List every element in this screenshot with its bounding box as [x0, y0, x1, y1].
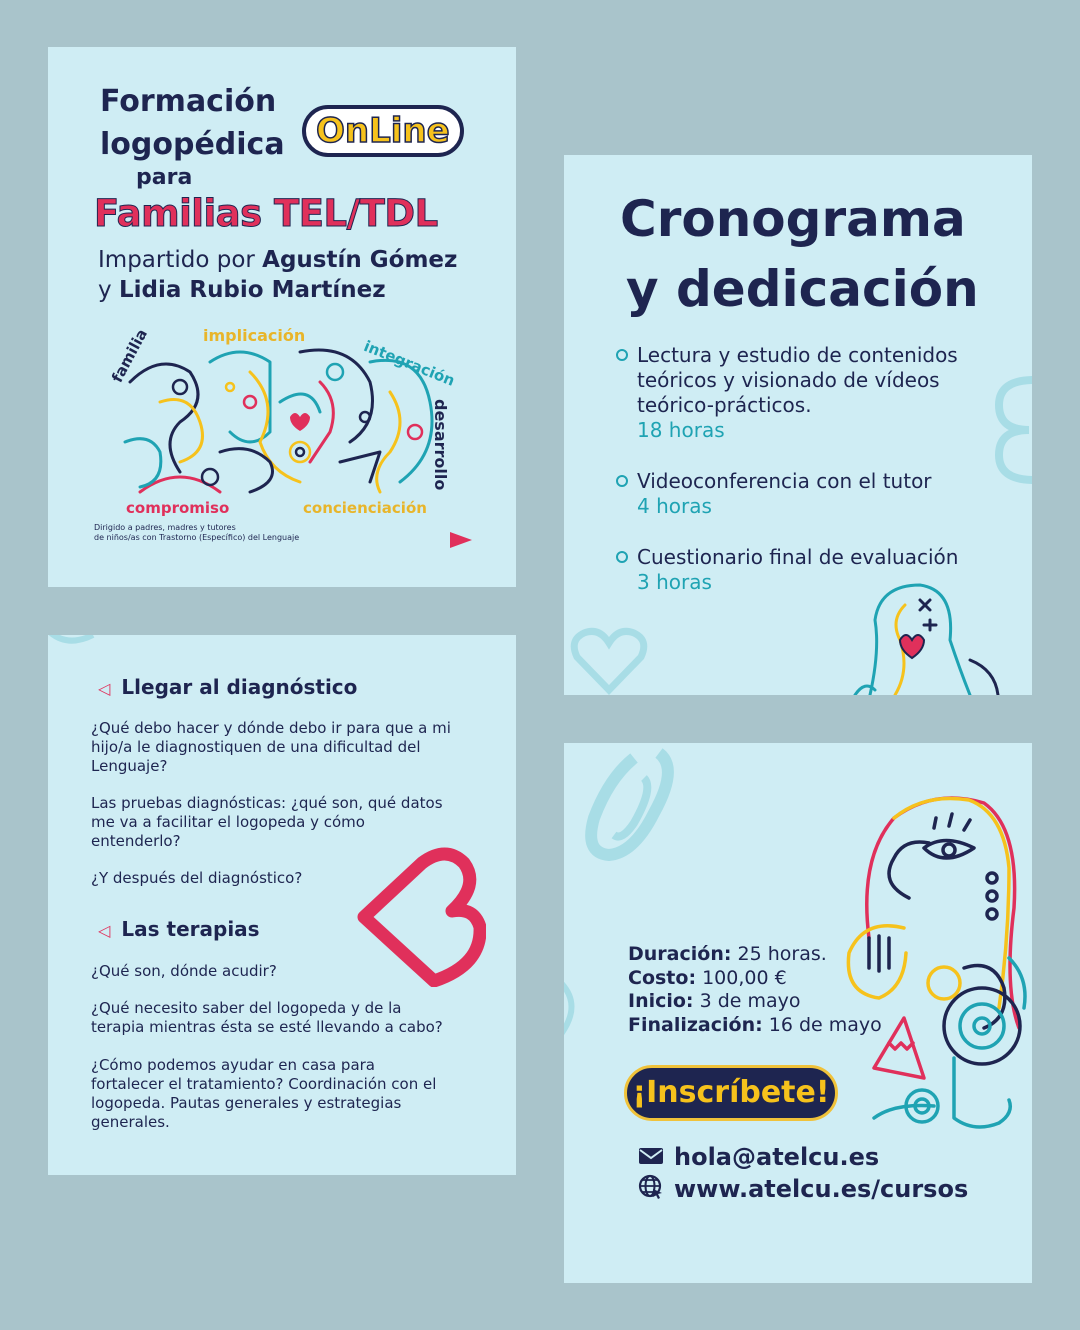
- section-title: Las terapias: [121, 917, 260, 941]
- finalizacion-row: Finalización: 16 de mayo: [628, 1013, 882, 1036]
- item-text-line: Videoconferencia con el tutor: [637, 469, 932, 493]
- mail-icon: [638, 1144, 664, 1172]
- email-contact[interactable]: [638, 1143, 879, 1172]
- item-text-line: Cuestionario final de evaluación: [637, 545, 959, 569]
- item-hours: 4 horas: [637, 494, 712, 518]
- teacher-1: Agustín Gómez: [262, 247, 458, 273]
- inicio-row: Inicio: 3 de mayo: [628, 990, 801, 1012]
- online-badge: OnLine: [302, 105, 464, 157]
- instructors-line-1: [98, 245, 457, 275]
- item-hours: 3 horas: [637, 570, 712, 594]
- bullet-icon: [616, 475, 628, 487]
- familias-title: Familias TEL/TDL: [94, 192, 438, 235]
- section-diagnostico: [98, 675, 357, 699]
- enroll-button[interactable]: ¡Inscríbete!: [624, 1065, 838, 1121]
- web-contact[interactable]: [638, 1174, 968, 1206]
- bullet-icon: [616, 551, 628, 563]
- costo-row: Costo: 100,00 €: [628, 966, 787, 989]
- schedule-title-line-2: y dedicación: [626, 260, 979, 318]
- heart-outline-icon: [569, 625, 649, 695]
- figure-lineart-icon: [834, 788, 1029, 1138]
- heart-icon: [356, 845, 486, 987]
- chevron-left-icon: ◁: [98, 921, 111, 940]
- item-hours: 18 horas: [637, 418, 725, 442]
- question-4: ¿Qué son, dónde acudir?: [91, 962, 277, 980]
- decorative-loop-icon: [994, 375, 1032, 485]
- schedule-item-reading: [616, 343, 958, 443]
- duracion-row: Duración: 25 horas.: [628, 943, 827, 965]
- question-2: Las pruebas diagnósticas: ¿qué son, qué datos me va a facilitar el logopeda y cómo entenderlo?: [91, 794, 443, 850]
- topics-panel: [48, 635, 516, 1175]
- word-concienciacion: concienciación: [303, 499, 427, 517]
- teacher-2: Lidia Rubio Martínez: [118, 277, 386, 303]
- impartido-prefix: Impartido por: [98, 247, 255, 273]
- play-arrow-icon: [448, 531, 474, 549]
- enrollment-panel: [564, 743, 1032, 1283]
- word-compromiso: compromiso: [126, 499, 230, 517]
- item-text-line: teórico-prácticos.: [637, 393, 812, 417]
- schedule-title-line-1: Cronograma: [620, 190, 966, 248]
- title-line-2: logopédica: [100, 127, 285, 162]
- schedule-item-videoconference: [616, 469, 932, 519]
- question-3: ¿Y después del diagnóstico?: [91, 869, 303, 887]
- audience-line-1: Dirigido a padres, madres y tutores: [94, 523, 236, 532]
- para-label: para: [136, 165, 193, 190]
- section-title: Llegar al diagnóstico: [121, 675, 358, 699]
- question-1: ¿Qué debo hacer y dónde debo ir para que a mi hijo/a le diagnostiquen de una dificultad del Lenguaje?: [91, 719, 451, 775]
- globe-cursor-icon: [638, 1174, 664, 1206]
- item-text-line: Lectura y estudio de contenidos: [637, 343, 958, 367]
- word-implicacion: implicación: [203, 326, 306, 345]
- audience-line-2: de niños/as con Trastorno (Específico) del Lenguaje: [94, 533, 300, 542]
- decorative-ring-icon: [574, 743, 684, 868]
- word-integracion: integración: [361, 337, 458, 390]
- schedule-panel: [564, 155, 1032, 695]
- faces-illustration: [120, 342, 450, 502]
- email-text[interactable]: hola@atelcu.es: [674, 1143, 880, 1171]
- chevron-left-icon: ◁: [98, 679, 111, 698]
- web-text[interactable]: www.atelcu.es/cursos: [674, 1175, 969, 1203]
- decorative-arc-icon: [564, 963, 604, 1053]
- question-5: ¿Qué necesito saber del logopeda y de la terapia mientras ésta se esté llevando a cabo?: [91, 999, 443, 1036]
- title-line-1: Formación: [100, 84, 277, 119]
- y-conjunction: y: [98, 277, 112, 303]
- word-familia: familia: [108, 325, 152, 386]
- instructors-line-2: [98, 275, 386, 305]
- decorative-arc-icon: [48, 635, 98, 665]
- face-lineart-icon: [850, 580, 1000, 695]
- question-6: ¿Cómo podemos ayudar en casa para fortalecer el tratamiento? Coordinación con el logopeda. Pautas generales y estrategias generales.: [91, 1056, 437, 1131]
- course-cover-panel: [48, 47, 516, 587]
- section-terapias: [98, 917, 260, 941]
- item-text-line: teóricos y visionado de vídeos: [637, 368, 940, 392]
- word-desarrollo: desarrollo: [431, 399, 450, 491]
- bullet-icon: [616, 349, 628, 361]
